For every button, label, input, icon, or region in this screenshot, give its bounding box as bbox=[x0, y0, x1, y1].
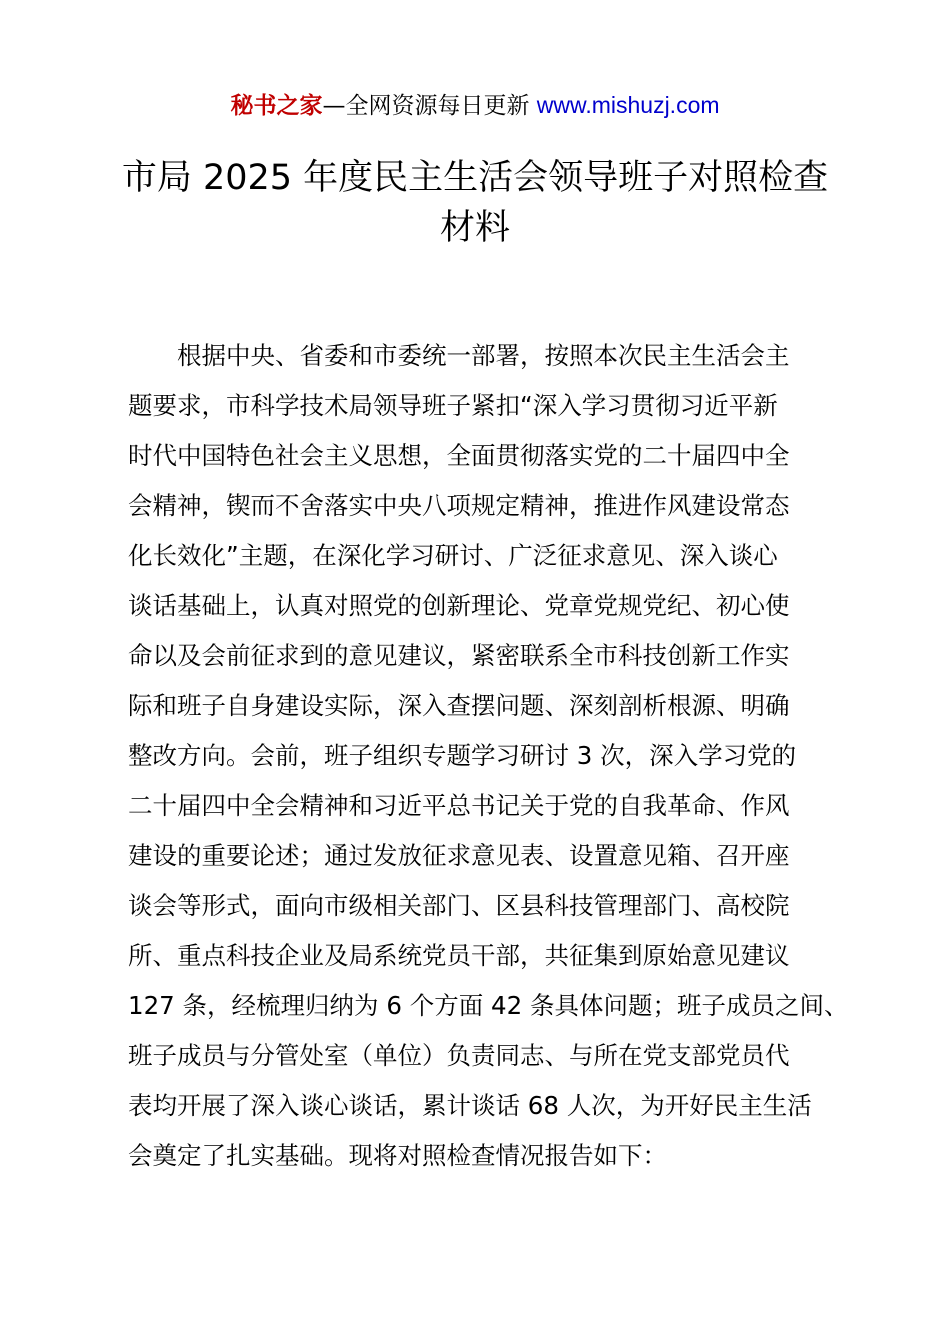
body-line: 时代中国特色社会主义思想，全面贯彻落实党的二十届四中全 bbox=[128, 441, 790, 470]
site-header bbox=[0, 88, 950, 123]
body-line: 命以及会前征求到的意见建议，紧密联系全市科技创新工作实 bbox=[128, 641, 790, 670]
body-line: 会奠定了扎实基础。现将对照检查情况报告如下： bbox=[128, 1141, 667, 1170]
body-line: 际和班子自身建设实际，深入查摆问题、深刻剖析根源、明确 bbox=[128, 691, 790, 720]
body-line: 化长效化”主题，在深化学习研讨、广泛征求意见、深入谈心 bbox=[128, 541, 778, 570]
body-line: 题要求，市科学技术局领导班子紧扣“深入学习贯彻习近平新 bbox=[128, 391, 778, 420]
body-line: 会精神，锲而不舍落实中央八项规定精神，推进作风建设常态 bbox=[128, 491, 790, 520]
site-url-link[interactable]: www.mishuzj.com bbox=[536, 92, 720, 118]
body-line: 班子成员与分管处室（单位）负责同志、与所在党支部党员代 bbox=[128, 1041, 790, 1070]
body-line: 谈话基础上，认真对照党的创新理论、党章党规党纪、初心使 bbox=[128, 591, 790, 620]
brand-name: 秘书之家 bbox=[230, 93, 323, 119]
body-line: 127 条，经梳理归纳为 6 个方面 42 条具体问题；班子成员之间、 bbox=[128, 991, 849, 1020]
body-line: 整改方向。会前，班子组织专题学习研讨 3 次，深入学习党的 bbox=[128, 741, 797, 770]
body-paragraph bbox=[128, 331, 849, 1181]
body-line: 建设的重要论述；通过发放征求意见表、设置意见箱、召开座 bbox=[128, 841, 790, 870]
body-line: 所、重点科技企业及局系统党员干部，共征集到原始意见建议 bbox=[128, 941, 790, 970]
body-line: 谈会等形式，面向市级相关部门、区县科技管理部门、高校院 bbox=[128, 891, 790, 920]
body-line: 表均开展了深入谈心谈话，累计谈话 68 人次，为开好民主生活 bbox=[128, 1091, 812, 1120]
body-line: 根据中央、省委和市委统一部署，按照本次民主生活会主 bbox=[177, 341, 790, 370]
header-tagline: —全网资源每日更新 bbox=[322, 93, 537, 119]
document-title bbox=[110, 153, 840, 253]
title-line-2: 材料 bbox=[439, 208, 510, 248]
body-line: 二十届四中全会精神和习近平总书记关于党的自我革命、作风 bbox=[128, 791, 790, 820]
title-line-1: 市局 2025 年度民主生活会领导班子对照检查 bbox=[121, 158, 829, 198]
